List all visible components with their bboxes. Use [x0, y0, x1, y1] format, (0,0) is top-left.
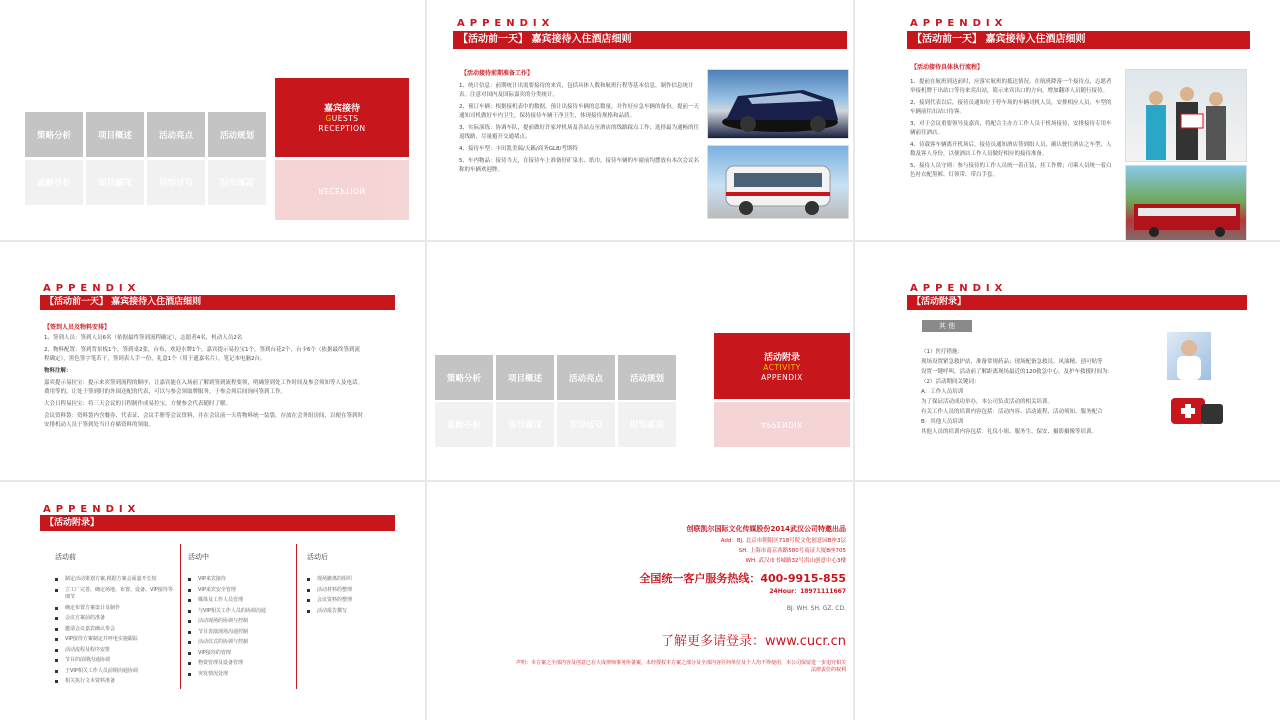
column-divider	[180, 544, 181, 689]
tab-guests-reception-active[interactable]	[275, 78, 409, 157]
tab-planning[interactable]: 活动规划	[618, 355, 676, 400]
list-item: 1、统计信息：前期统计出需要接待的来宾，包括具体人数和航班行程等基本信息，制作信息统计表。注意对国内及国际嘉宾的分类统计。	[459, 83, 694, 98]
note-item: 嘉宾提示易拉宝：提示来宾签到流程的顺序，让嘉宾能在入场前了解到签到流程要领，明确签到处工作时间及参会须知等人及电话。费用等的，让处于签到时的外围还配的代表，可以与参会领取牌服务，于参会须后间询问签到工作。	[44, 380, 364, 395]
checklist-item: 于VIP相关工作人员前期沟通协调	[55, 668, 175, 676]
content-list	[44, 334, 364, 433]
list-item: 其他人员的培训内容包括：礼仪小姐、服务生、保安、摄影摄像等培训。	[921, 429, 1098, 435]
appendix-label: APPENDIX	[43, 283, 141, 294]
checklist-item: 确定布置方案设计及制作	[55, 605, 175, 613]
column-title: 活动前	[55, 553, 76, 561]
section-subtitle: 【活动接待具体执行流程】	[911, 64, 984, 71]
list-item: 3、对于会议重要领导及嘉宾，将配合主办方工作人员于机场接待，安排接待专用车辆前往酒店。	[910, 121, 1112, 136]
checklist-item: 会议资料的整理	[307, 597, 402, 605]
content-list	[459, 82, 704, 178]
address-wh: WH. 武汉市书城路32号洪山创意中心3楼	[745, 558, 846, 564]
bus-fleet-icon	[1126, 166, 1248, 240]
checklist-item: VIP接待方案制定并呼电实施跟踪	[55, 636, 175, 644]
checklist-item: 立工厂完善，确定场地、布置、设备、VIP接待等细节	[55, 587, 175, 602]
service-hotline: 全国统一客户服务热线：400-9915-855	[639, 572, 846, 585]
active-reflection-text: APPENDIX	[761, 420, 803, 430]
reflection-tab: 策略分析	[25, 160, 83, 205]
appendix-label: APPENDIX	[910, 283, 1008, 294]
list-item: 2、接到代表以后，接待员通知位于停车场的车辆司机人员，安排相应人员，车型的车辆前往出站口待客。	[910, 100, 1112, 115]
first-aid-kit-photo	[1167, 390, 1227, 430]
nurse-icon	[1167, 332, 1211, 380]
slide-title: 【活动前一天】 嘉宾接待入住酒店细则	[453, 31, 847, 49]
tab-strategy[interactable]: 策略分析	[25, 112, 83, 157]
tab-overview[interactable]: 项目概述	[86, 112, 144, 157]
list-item: 4、接待车型：丰田凯美瑞/天籁/商务GL8/考斯特	[459, 146, 578, 152]
checklist-item: VIP来宾接待	[188, 576, 298, 584]
checklist-item: 物资管理及设备管理	[188, 660, 298, 668]
column-before	[55, 552, 175, 689]
section-tag: 其 他	[922, 320, 972, 332]
active-reflection	[714, 402, 850, 447]
reflection-tab: 项目概述	[86, 160, 144, 205]
note-item: 会议资料袋：资料袋内含餐券、代表证、会议手册等会议资料，并在会议前一天将物料统一装袋，存放在会务组房间，以便在签到时安排机动人员于签到处当日存储资料的领取。	[44, 413, 364, 428]
address-bj: Add：BJ. 北京市朝阳区718号院文化创意园B座3层	[720, 538, 846, 544]
bus-fleet-photo	[1125, 165, 1247, 240]
content-list	[921, 348, 1141, 438]
slide-blank	[855, 482, 1280, 720]
address-sh: SH. 上海市南京西路580号南证大厦B座705	[738, 548, 846, 554]
checklist-item: 节目表演现场沟通控制	[188, 629, 298, 637]
column-title: 活动中	[188, 553, 209, 561]
list-item: 3、实际演练：协调车队，提前做好许家坪机场及各站点至酒店的线路踩点工作；选择最为通畅的往返线路，尽量避开交通堵点。	[459, 125, 700, 140]
nav-tabs	[435, 355, 676, 400]
active-sub2: RECEPTION	[318, 124, 366, 133]
tab-highlights[interactable]: 活动亮点	[147, 112, 205, 157]
checklist-item: 活动材料的整理	[307, 587, 402, 595]
bus-photo	[707, 145, 849, 219]
active-appendix: APPENDIX	[761, 372, 803, 382]
city-list: BJ. WH. SH. GZ. CD.	[786, 605, 846, 612]
note-item: 大会日程易拉宝：将三天会议的日程制作成易拉宝，方便参会代表随时了解。	[44, 401, 232, 407]
tab-activity-appendix-active[interactable]	[714, 333, 850, 399]
van-icon	[708, 70, 850, 140]
airport-reception-photo	[1125, 69, 1247, 162]
slide-reception-prep	[427, 0, 853, 240]
list-item: A：工作人员培训	[921, 389, 964, 395]
checklist-item: 制定活动策划方案,根据方案会面嘉开长短	[55, 576, 175, 584]
slide-guests-reception-nav	[0, 0, 425, 240]
checklist-item: 与VIP相关工作人员的协调沟通	[188, 608, 298, 616]
hotline-24h: 24Hour：18971111667	[769, 588, 846, 595]
active-reflection-text: RECEPTION	[318, 186, 366, 195]
checklist-item: 活动仪式的协调与控制	[188, 639, 298, 647]
checklist	[55, 576, 175, 686]
reflection-tab: 活动规划	[208, 160, 266, 205]
column-after	[307, 552, 402, 618]
checklist-item: 现场撤离的组织	[307, 576, 402, 584]
tabs-reflection	[435, 402, 676, 447]
list-item: 为了保证活动成功举办，本公司负责活动的相关培训。	[921, 399, 1054, 405]
list-item: （2）活动期间关键词：	[921, 379, 980, 385]
first-aid-kit-icon	[1167, 390, 1227, 430]
checklist-item: 会议方案前的准备	[55, 615, 175, 623]
slide-title: 【活动附录】	[40, 515, 395, 531]
slide-appendix-other	[855, 242, 1280, 480]
list-item: B：其他人员培训	[921, 419, 964, 425]
list-item: 设置一键呼叫，活动前了解距离现场最近的120救急中心，及护车救援时间为：	[921, 369, 1114, 375]
people-icon	[1126, 70, 1248, 163]
checklist-item: VIP接待的管理	[188, 650, 298, 658]
column-title: 活动后	[307, 553, 328, 561]
legal-notice: 声明：本方案之全部内容及创意已在大成律师事务所备案，未经授权本方案之部分及全部内容任何单位及个人均不得使用，本公司保留进一步追究相关法律责任的权利	[516, 660, 847, 673]
tab-planning[interactable]: 活动规划	[208, 112, 266, 157]
section-subtitle: 【签到人员及物料安排】	[44, 324, 111, 331]
checklist-item: 突发情况处理	[188, 671, 298, 679]
van-photo	[707, 69, 849, 139]
slide-appendix-checklist	[0, 482, 425, 720]
active-activity: ACTIVITY	[763, 362, 801, 372]
medical-staff-photo	[1167, 332, 1211, 380]
checklist-item: 节目的前期沟通协调	[55, 657, 175, 665]
column-divider	[296, 544, 297, 689]
company-credit: 创联凯尔国际文化传媒股份2014武汉公司特邀出品	[686, 525, 846, 533]
checklist	[307, 576, 402, 615]
checklist-item: 活动报告撰写	[307, 608, 402, 616]
checklist-item: 活动流程及程序安排	[55, 647, 175, 655]
appendix-label: APPENDIX	[910, 18, 1008, 29]
checklist-item: 媒体及工作人员管理	[188, 597, 298, 605]
active-sub1	[325, 114, 358, 124]
list-item: 4、待载客车辆离开机场后，接待员通知酒店签到组人员，确认驶往酒店之车型、人数及客人身份，以便酒店工作人员做好相应的接待准备。	[910, 142, 1112, 157]
content-list	[910, 78, 1116, 183]
reflection-tab: 活动亮点	[557, 402, 615, 447]
slide-activity-appendix-nav	[427, 242, 853, 480]
slide-title: 【活动前一天】 嘉宾接待入住酒店细则	[907, 31, 1250, 49]
checklist-item: VIP来宾安全管理	[188, 587, 298, 595]
active-reflection	[275, 160, 409, 220]
list-item: 1、签到人员：签到人员6名（依据最终签到流程确定），志愿者4名，机动人员2名	[44, 335, 243, 341]
list-item: 2、预订车辆：根据接机表中的数据，预计出接待车辆的总数量，并作好应急车辆的备份。提前一天通知司机做好车内卫生，保持接待车辆干净卫生，体现接待规格和品质。	[459, 104, 700, 119]
reflection-tab: 活动亮点	[147, 160, 205, 205]
notes-heading: 物料注解：	[44, 368, 72, 374]
active-uests: UESTS	[331, 114, 359, 123]
list-item: 5、车内物品：接待当天，在接待车上准备好矿泉水、纸巾，接待车辆的车窗前均摆放有本次会议名称的车辆欢迎牌。	[459, 158, 700, 173]
reflection-tab: 策略分析	[435, 402, 493, 447]
nav-tabs	[25, 112, 266, 157]
appendix-label: APPENDIX	[43, 504, 141, 515]
checklist-item: 邀请会议嘉宾确认参会	[55, 626, 175, 634]
slide-title: 【活动附录】	[907, 295, 1247, 310]
tab-highlights[interactable]: 活动亮点	[557, 355, 615, 400]
active-title: 活动附录	[763, 352, 800, 363]
column-during	[188, 552, 298, 681]
slide-signin-arrangement	[0, 242, 425, 480]
reflection-tab: 活动规划	[618, 402, 676, 447]
tab-strategy[interactable]: 策略分析	[435, 355, 493, 400]
tab-overview[interactable]: 项目概述	[496, 355, 554, 400]
list-item: 有关工作人员的培训内容包括：活动内容、活动流程、活动须知、服务配合	[921, 409, 1103, 415]
website-link[interactable]: 了解更多请登录：www.cucr.cn	[660, 634, 846, 649]
list-item: 现场设置紧急救护站，准备常规药品；现场配备急救员、风油精、创可贴等	[921, 359, 1103, 365]
bus-icon	[708, 146, 850, 220]
list-item: 5、接待人员守则：参与接待的工作人员统一着正装，挂工作牌；司乘人员统一着白色衬衣配黑裤、灯领带、带白手套。	[910, 163, 1112, 178]
list-item: （1）医疗措施：	[921, 349, 963, 355]
slide-reception-process	[855, 0, 1280, 240]
slide-title: 【活动前一天】 嘉宾接待入住酒店细则	[40, 295, 395, 310]
appendix-label: APPENDIX	[457, 18, 555, 29]
active-title: 嘉宾接待	[323, 104, 360, 114]
list-item: 2、物料配置：签到背景板1个，签到桌2张，台布，欢迎水牌1个，嘉宾提示易拉宝1个，签到台花2个，台卡6个（依据最终签到流程确定），黑色签字笔若干，签到表人手一份，礼盒1个（用于遗嘉名片），笔记本电脑2台。	[44, 347, 360, 362]
slide-contact	[427, 482, 853, 720]
checklist-item: 相关执行文本资料准备	[55, 678, 175, 686]
list-item: 1、提前在航班到达前时，应落实航班的抵达情况。在航班降落一个接待点，志愿者举接机牌于出站口等待来宾出站，简示来宾出口的方向，增加翻译人员随行接待。	[910, 79, 1112, 94]
section-subtitle: 【活动接待前期准备工作】	[461, 70, 534, 77]
tabs-reflection	[25, 160, 266, 205]
reflection-tab: 项目概述	[496, 402, 554, 447]
active-g: G	[325, 114, 332, 123]
checklist	[188, 576, 298, 678]
checklist-item: 活动现场的协调与控制	[188, 618, 298, 626]
